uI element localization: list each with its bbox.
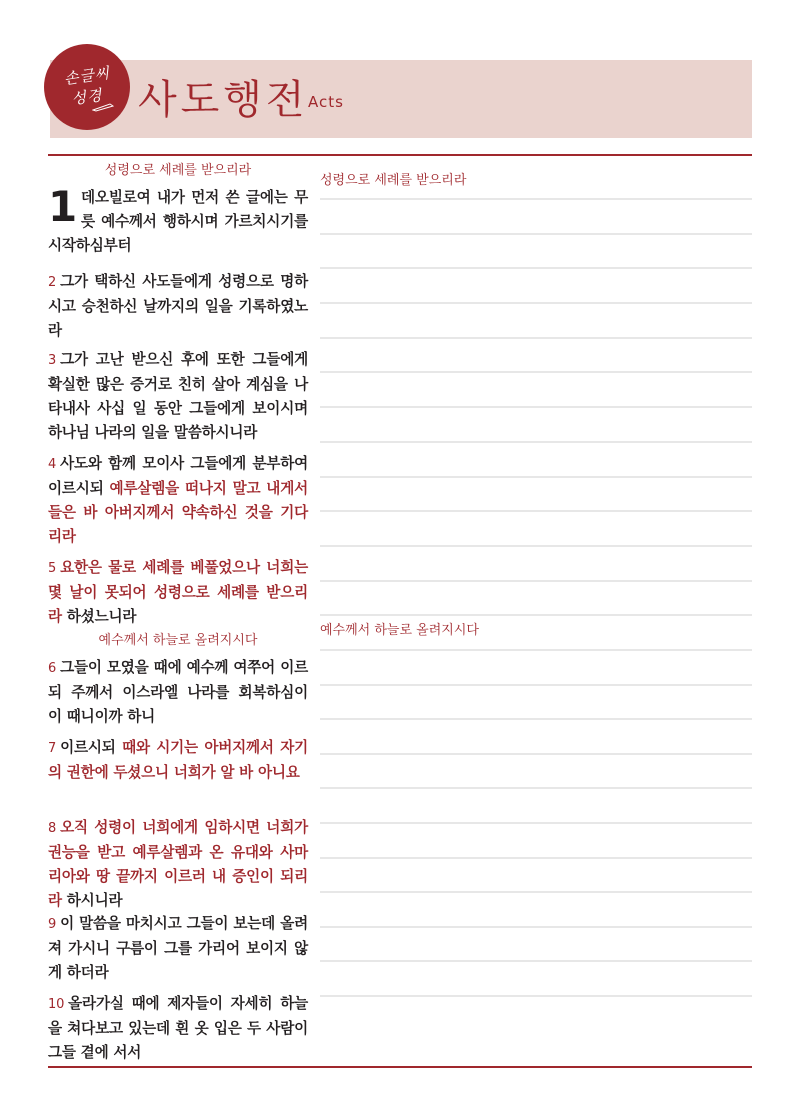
verse-text: 그가 고난 받으신 후에 또한 그들에게 확실한 많은 증거로 친히 살아 계심을 나타내사 사십 일 동안 그들에게 보이시며 하나님 나라의 일을 말씀하시니라 — [48, 351, 308, 441]
verse-number: 5 — [48, 561, 57, 576]
verse-highlight: 예루살렘을 떠나지 말고 내게서 들은 바 아버지께서 약속하신 것을 기다리라 — [48, 480, 308, 545]
verse-number: 6 — [48, 661, 57, 676]
verse-number: 1 — [48, 182, 78, 231]
seal-line2: 성경 — [70, 85, 104, 109]
book-title-english: Acts — [308, 93, 344, 111]
verse-highlight: 요한은 물로 세례를 베풀었으나 너희는 몇 날이 못되어 성령으로 세례를 받으리라 — [48, 559, 308, 625]
book-title-korean: 사도행전 — [138, 77, 309, 123]
verse-number: 3 — [48, 353, 57, 368]
verse-text: 그가 택하신 사도들에게 성령으로 명하시고 승천하신 날까지의 일을 기록하였노라 — [48, 273, 308, 339]
verse-text: 이 말씀을 마치시고 그들이 보는데 올려져 가시니 구름이 그를 가리어 보이지 않게 하더라 — [48, 915, 308, 981]
practice-section-heading: 성령으로 세례를 받으리라 — [320, 173, 467, 188]
verse-number: 9 — [48, 917, 57, 932]
verse-text: 하셨느니라 — [61, 608, 137, 625]
practice-section-heading: 예수께서 하늘로 올려지시다 — [320, 623, 479, 638]
verse-text: 사도와 함께 모이사 그들에게 분부하여 이르시되 — [48, 455, 308, 497]
verse-number: 10 — [48, 997, 65, 1012]
verse-text: 이르시되 — [60, 739, 123, 756]
verse-text: 올라가실 때에 제자들이 자세히 하늘을 쳐다보고 있는데 흰 옷 입은 두 사람이 그들 곁에 서서 — [48, 995, 308, 1061]
verse-text: 하시니라 — [61, 892, 123, 909]
verse-number: 4 — [48, 457, 57, 472]
verse-highlight: 오직 성령이 너희에게 임하시면 너희가 권능을 받고 예루살렘과 온 유대와 사마리아와 땅 끝까지 이르러 내 증인이 되리라 — [48, 819, 308, 909]
seal-line1: 손글씨 — [62, 63, 112, 89]
verse-highlight: 때와 시기는 아버지께서 자기의 권한에 두셨으니 너희가 알 바 아니요 — [48, 739, 308, 781]
verse-number: 8 — [48, 821, 57, 836]
section-heading: 성령으로 세례를 받으리라 — [104, 163, 252, 178]
verse-number: 7 — [48, 741, 57, 756]
section-heading: 예수께서 하늘로 올려지시다 — [98, 633, 258, 648]
verse-text: 그들이 모였을 때에 예수께 여쭈어 이르되 주께서 이스라엘 나라를 회복하심이 이 때니이까 하니 — [48, 659, 308, 725]
verse-text: 데오빌로여 내가 먼저 쓴 글에는 무릇 예수께서 행하시며 가르치시기를 시작하심부터 — [48, 189, 308, 254]
verse-number: 2 — [48, 275, 57, 290]
